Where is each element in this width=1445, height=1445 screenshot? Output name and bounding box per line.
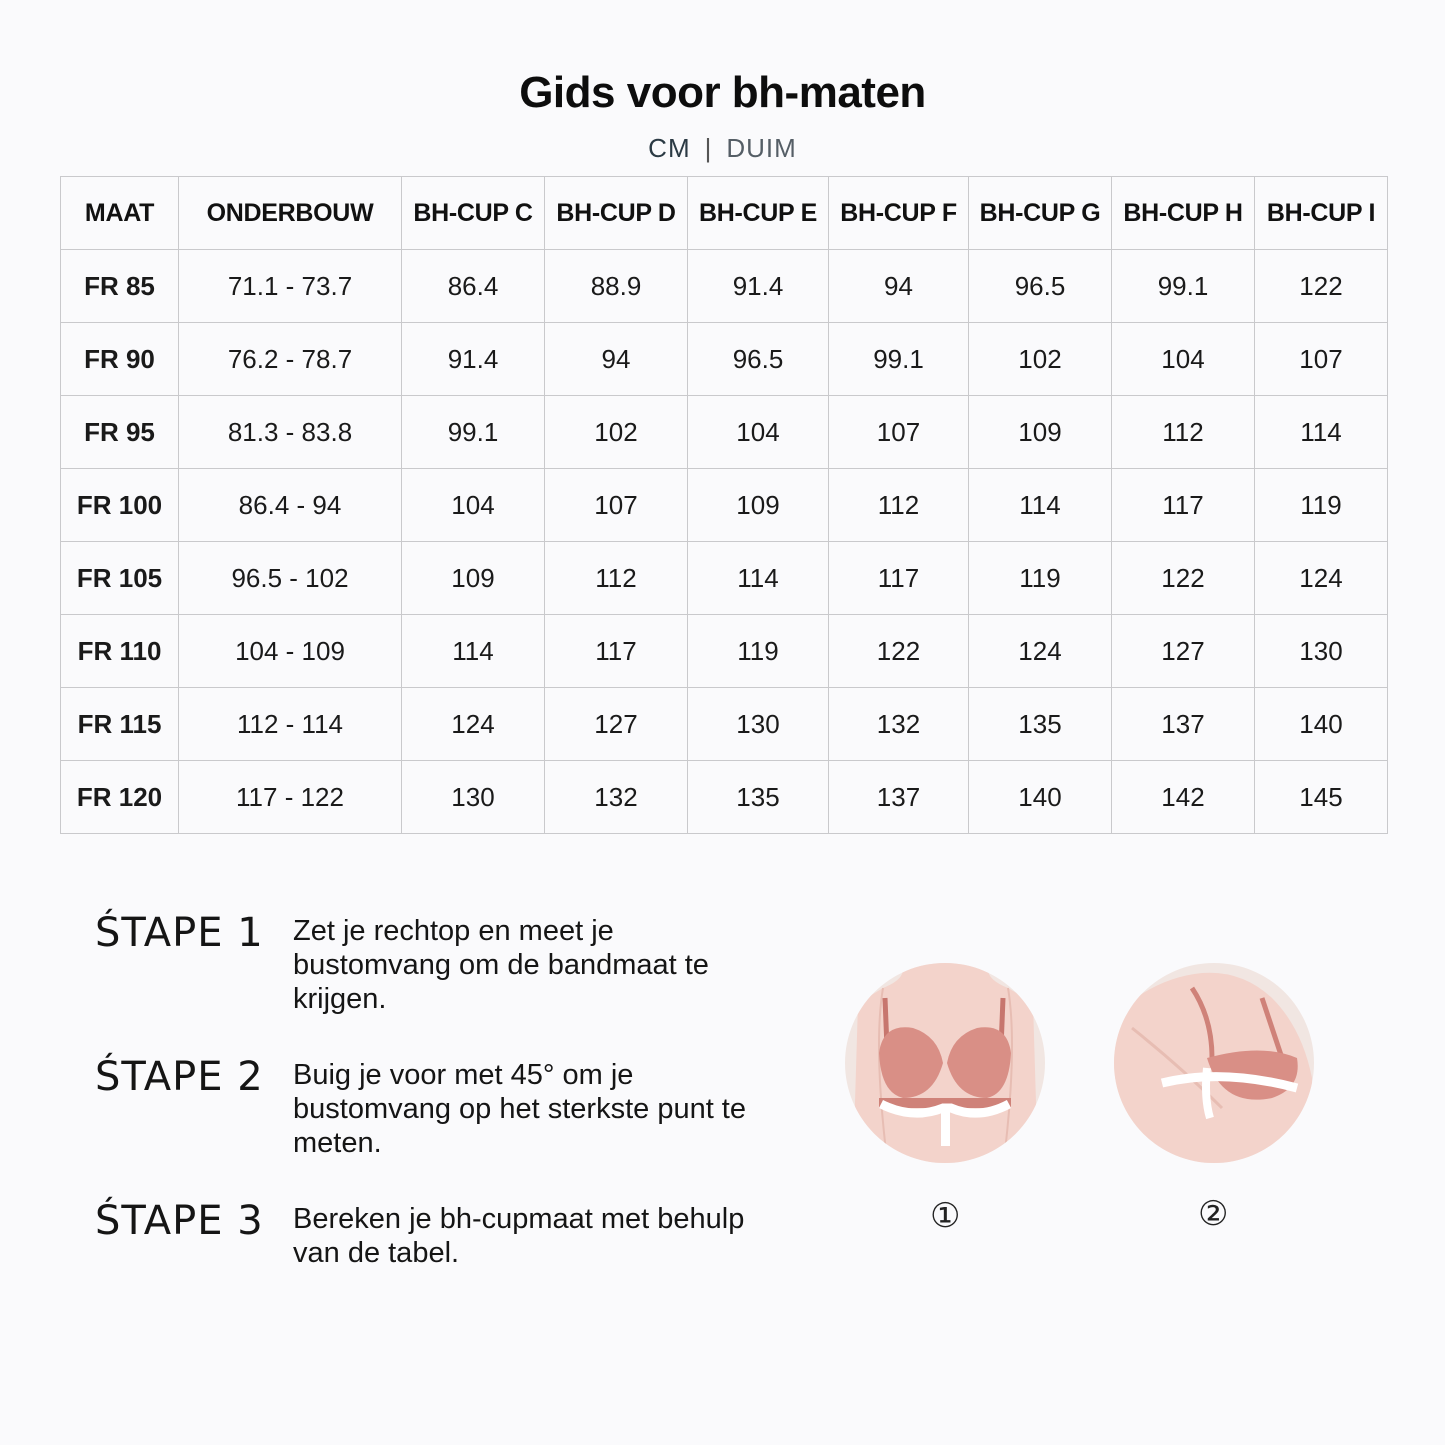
table-cell: 94 xyxy=(545,323,688,396)
table-cell: 112 - 114 xyxy=(179,688,402,761)
table-cell: 86.4 - 94 xyxy=(179,469,402,542)
table-cell: 99.1 xyxy=(1112,250,1255,323)
table-cell: 132 xyxy=(829,688,969,761)
table-cell: 130 xyxy=(688,688,829,761)
step-text: Bereken je bh-cupmaat met behulp van de tabel. xyxy=(293,1203,745,1269)
page-title: Gids voor bh-maten xyxy=(519,68,926,117)
table-cell: 109 xyxy=(688,469,829,542)
table-cell: 107 xyxy=(1255,323,1388,396)
header-cell: BH-CUP I xyxy=(1255,177,1388,250)
unit-inch-option[interactable]: DUIM xyxy=(726,133,797,163)
table-cell: 71.1 - 73.7 xyxy=(179,250,402,323)
table-row xyxy=(61,688,1388,761)
table-cell: 102 xyxy=(545,396,688,469)
table-cell: 140 xyxy=(969,761,1112,834)
size-cell: FR 100 xyxy=(61,469,179,542)
table-cell: 86.4 xyxy=(402,250,545,323)
table-cell: 122 xyxy=(1112,542,1255,615)
table-cell: 112 xyxy=(1112,396,1255,469)
table-cell: 88.9 xyxy=(545,250,688,323)
table-row xyxy=(61,542,1388,615)
table-cell: 124 xyxy=(402,688,545,761)
step-item xyxy=(95,1054,815,1160)
table-cell: 127 xyxy=(545,688,688,761)
size-cell: FR 120 xyxy=(61,761,179,834)
table-cell: 119 xyxy=(688,615,829,688)
size-cell: FR 115 xyxy=(61,688,179,761)
table-cell: 112 xyxy=(545,542,688,615)
header-cell: BH-CUP F xyxy=(829,177,969,250)
table-cell: 107 xyxy=(545,469,688,542)
table-row xyxy=(61,250,1388,323)
steps-list xyxy=(95,910,815,1308)
table-cell: 114 xyxy=(969,469,1112,542)
table-cell: 81.3 - 83.8 xyxy=(179,396,402,469)
size-cell: FR 110 xyxy=(61,615,179,688)
table-cell: 76.2 - 78.7 xyxy=(179,323,402,396)
bent-forward-measure-illustration xyxy=(1112,958,1317,1168)
table-cell: 94 xyxy=(829,250,969,323)
table-cell: 96.5 xyxy=(969,250,1112,323)
step-label: ŚTAPE 1 xyxy=(95,910,264,956)
table-cell: 99.1 xyxy=(402,396,545,469)
table-cell: 102 xyxy=(969,323,1112,396)
table-cell: 124 xyxy=(1255,542,1388,615)
size-cell: FR 105 xyxy=(61,542,179,615)
table-cell: 109 xyxy=(402,542,545,615)
table-cell: 96.5 - 102 xyxy=(179,542,402,615)
step-item xyxy=(95,1198,815,1270)
step-text: Zet je rechtop en meet je bustomvang om de bandmaat te krijgen. xyxy=(293,915,709,1015)
table-cell: 130 xyxy=(1255,615,1388,688)
illustration-number: ② xyxy=(1198,1194,1229,1234)
table-row xyxy=(61,396,1388,469)
table-cell: 119 xyxy=(969,542,1112,615)
table-cell: 117 xyxy=(545,615,688,688)
table-cell: 142 xyxy=(1112,761,1255,834)
table-cell: 91.4 xyxy=(688,250,829,323)
table-cell: 124 xyxy=(969,615,1112,688)
step-text: Buig je voor met 45° om je bustomvang op het sterkste punt te meten. xyxy=(293,1059,746,1159)
table-cell: 104 xyxy=(688,396,829,469)
table-cell: 96.5 xyxy=(688,323,829,396)
table-cell: 135 xyxy=(969,688,1112,761)
table-cell: 119 xyxy=(1255,469,1388,542)
table-cell: 122 xyxy=(829,615,969,688)
size-cell: FR 90 xyxy=(61,323,179,396)
header-cell: BH-CUP H xyxy=(1112,177,1255,250)
header-cell: BH-CUP C xyxy=(402,177,545,250)
table-cell: 91.4 xyxy=(402,323,545,396)
table-cell: 112 xyxy=(829,469,969,542)
unit-cm-option[interactable]: CM xyxy=(648,133,691,163)
header-cell: MAAT xyxy=(61,177,179,250)
table-cell: 107 xyxy=(829,396,969,469)
table-cell: 132 xyxy=(545,761,688,834)
table-cell: 117 - 122 xyxy=(179,761,402,834)
table-cell: 109 xyxy=(969,396,1112,469)
step-label: ŚTAPE 2 xyxy=(95,1054,264,1100)
header-cell: BH-CUP E xyxy=(688,177,829,250)
step-item xyxy=(95,910,815,1016)
standing-measure-illustration xyxy=(843,958,1048,1168)
table-cell: 114 xyxy=(1255,396,1388,469)
table-cell: 137 xyxy=(829,761,969,834)
table-cell: 117 xyxy=(829,542,969,615)
table-cell: 127 xyxy=(1112,615,1255,688)
table-cell: 114 xyxy=(688,542,829,615)
table-cell: 117 xyxy=(1112,469,1255,542)
unit-toggle xyxy=(0,133,1445,164)
table-cell: 140 xyxy=(1255,688,1388,761)
table-row xyxy=(61,469,1388,542)
table-cell: 104 xyxy=(402,469,545,542)
table-row xyxy=(61,323,1388,396)
table-row xyxy=(61,615,1388,688)
table-cell: 104 - 109 xyxy=(179,615,402,688)
size-table xyxy=(60,176,1388,834)
size-cell: FR 95 xyxy=(61,396,179,469)
unit-separator: | xyxy=(704,133,713,163)
table-cell: 114 xyxy=(402,615,545,688)
table-cell: 104 xyxy=(1112,323,1255,396)
step-label: ŚTAPE 3 xyxy=(95,1198,264,1244)
table-cell: 137 xyxy=(1112,688,1255,761)
table-header-row xyxy=(61,177,1388,250)
table-cell: 135 xyxy=(688,761,829,834)
table-cell: 122 xyxy=(1255,250,1388,323)
header-cell: BH-CUP D xyxy=(545,177,688,250)
illustration-number: ① xyxy=(930,1196,961,1236)
table-cell: 145 xyxy=(1255,761,1388,834)
size-cell: FR 85 xyxy=(61,250,179,323)
table-cell: 99.1 xyxy=(829,323,969,396)
table-cell: 130 xyxy=(402,761,545,834)
table-row xyxy=(61,761,1388,834)
header-cell: BH-CUP G xyxy=(969,177,1112,250)
header-cell: ONDERBOUW xyxy=(179,177,402,250)
